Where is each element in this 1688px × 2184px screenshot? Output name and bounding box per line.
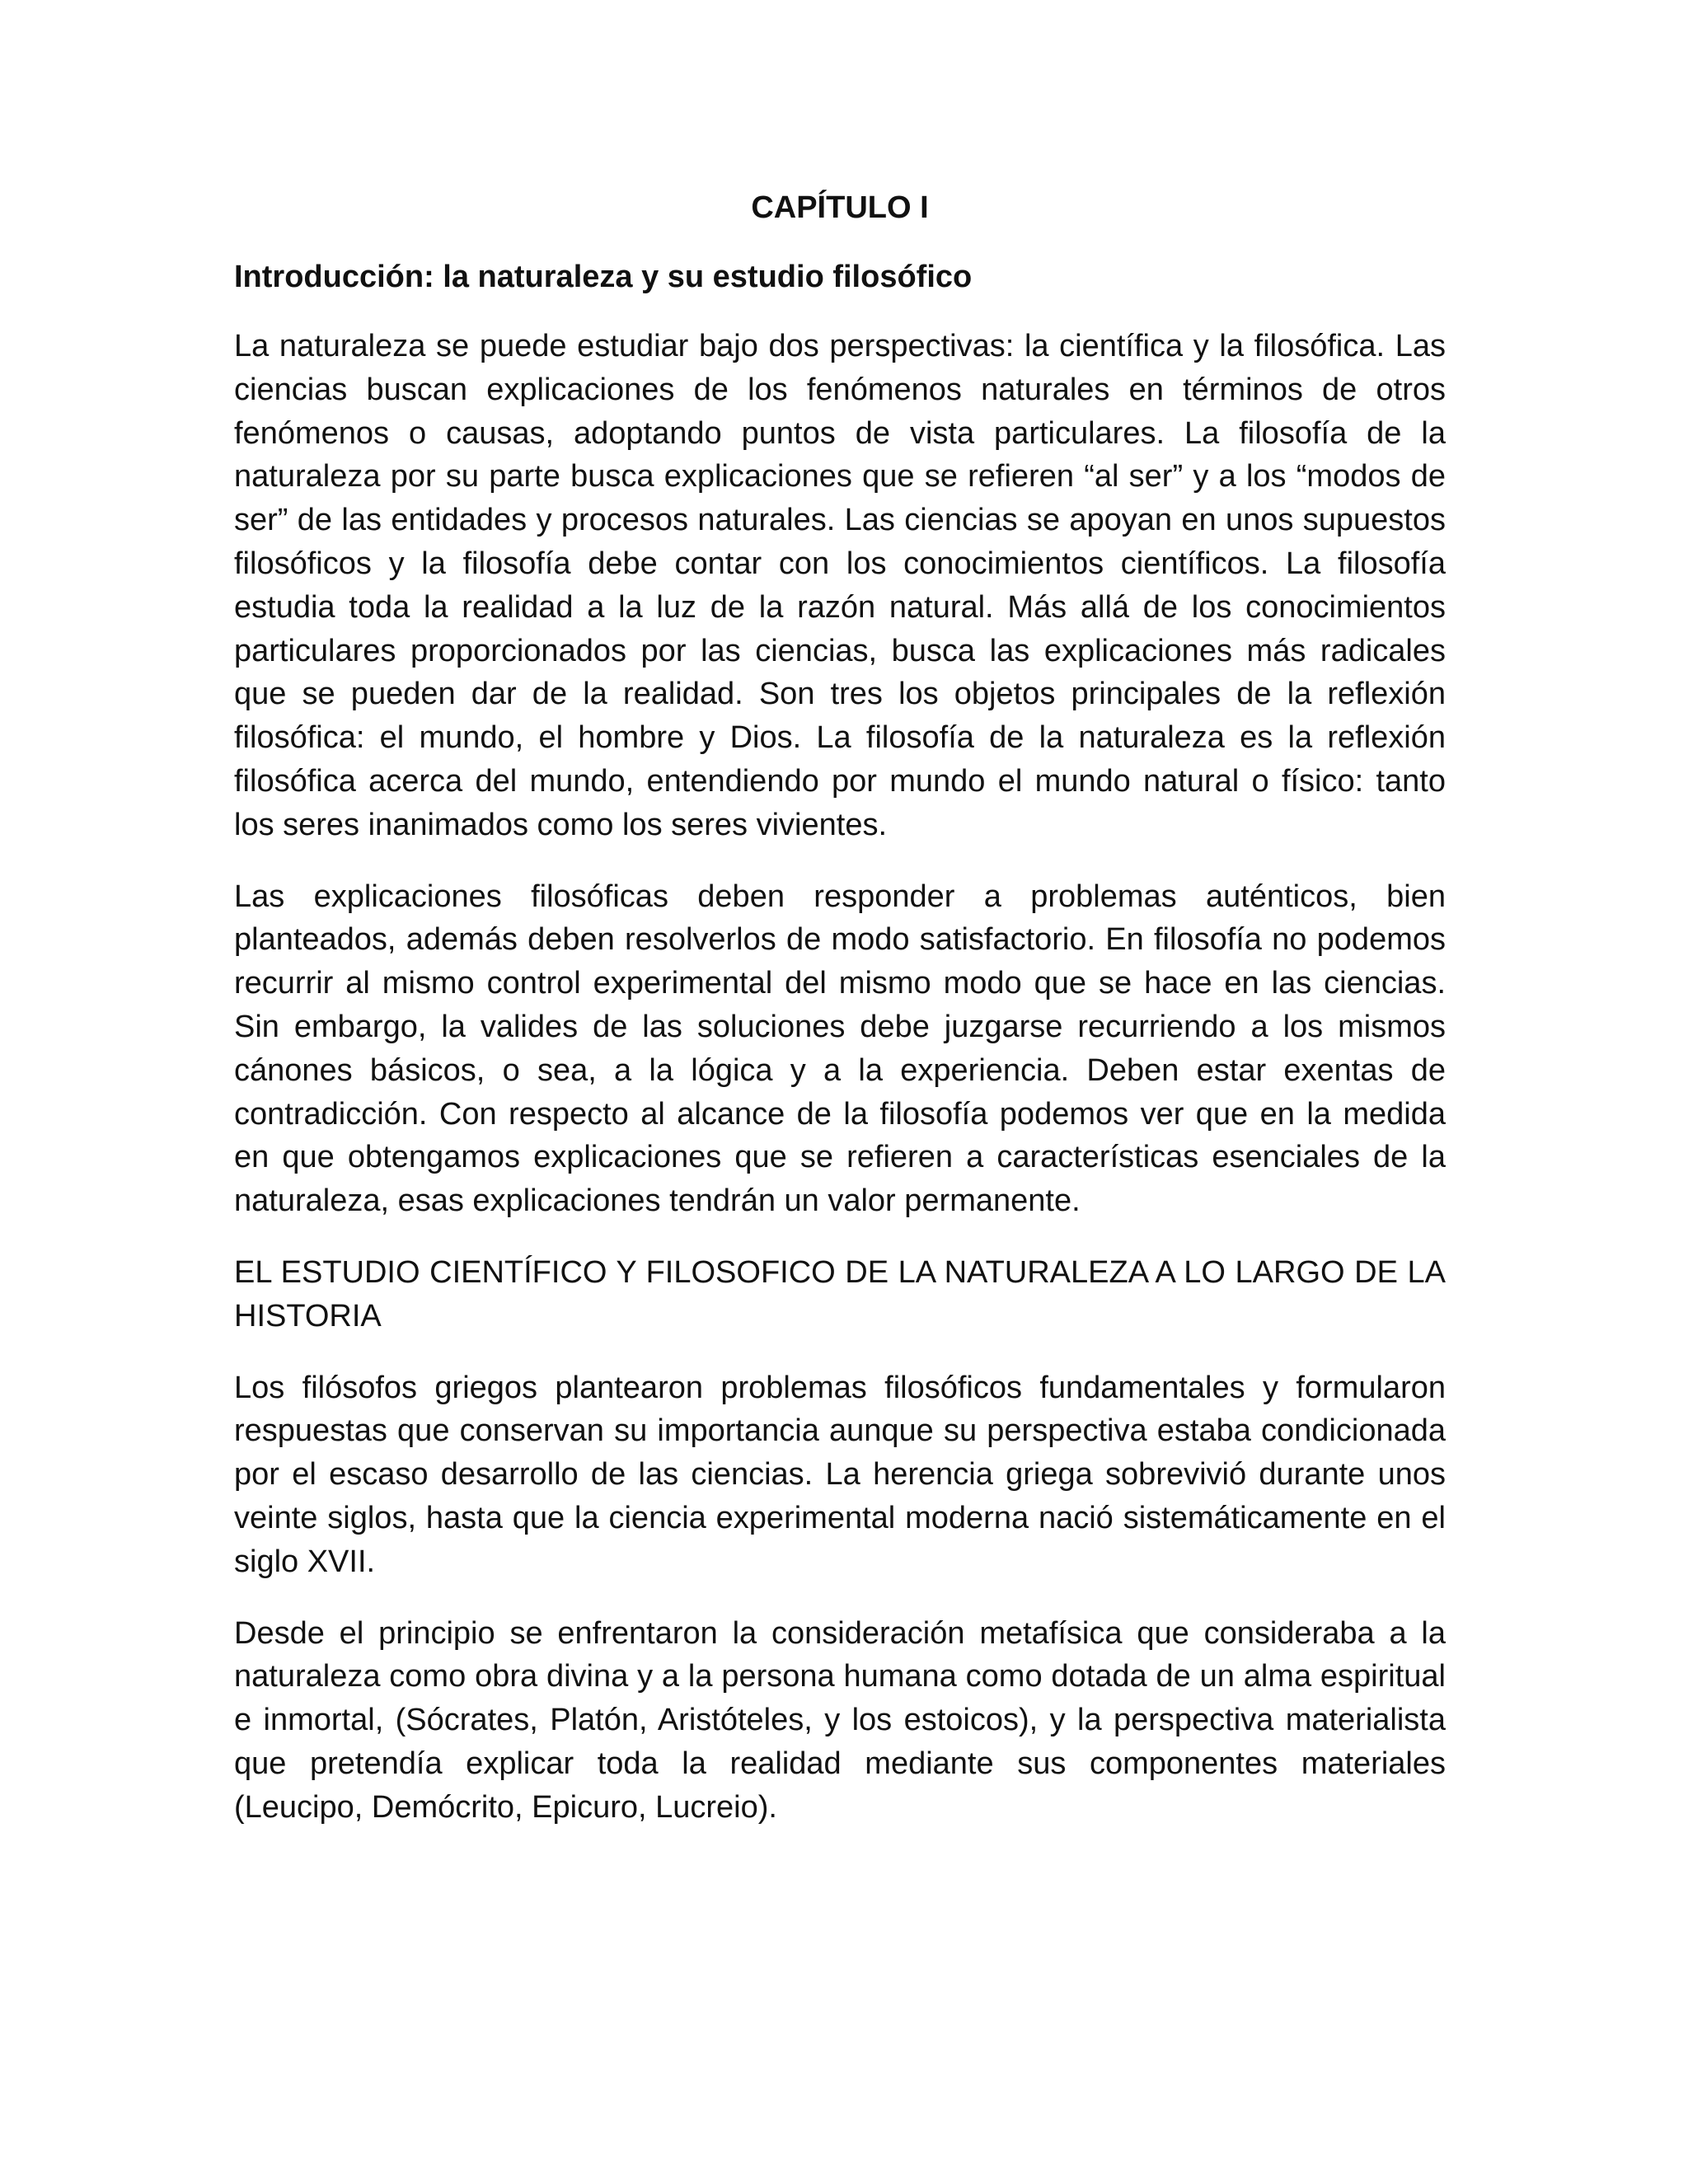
section-title: Introducción: la naturaleza y su estudio filosófico [234,260,973,294]
section-heading: EL ESTUDIO CIENTÍFICO Y FILOSOFICO DE LA NATURALEZA A LO LARGO DE LA HISTORIA [234,1254,1446,1333]
paragraph: Las explicaciones filosóficas deben responder a problemas auténticos, bien planteados, además deben resolverlos de modo satisfactorio. En filosofía no podemos recurrir al mismo control experimental del mismo modo que se hace en las ciencias. Sin embargo, la valides de las soluciones debe juzgarse recurriendo a los mismos cánones básicos, o sea, a la lógica y a la experiencia. Deben estar exentas de contradicción. Con respecto al alcance de la filosofía podemos ver que en la medida en que obtengamos explicaciones que se refieren a características esenciales de la naturaleza, esas explicaciones tendrán un valor permanente. [234,879,1446,1219]
paragraph: Desde el principio se enfrentaron la consideración metafísica que consideraba a la naturaleza como obra divina y a la persona humana como dotada de un alma espiritual e inmortal, (Sócrates, Platón, Aristóteles, y los estoicos), y la perspectiva materialista que pretendía explicar toda la realidad mediante sus componentes materiales (Leucipo, Demócrito, Epicuro, Lucreio). [234,1615,1446,1825]
chapter-title: CAPÍTULO I [751,190,929,225]
paragraph: Los filósofos griegos plantearon problemas filosóficos fundamentales y formularon respuestas que conservan su importancia aunque su perspectiva estaba condicionada por el escaso desarrollo de las ciencias. La herencia griega sobrevivió durante unos veinte siglos, hasta que la ciencia experimental moderna nació sistemáticamente en el siglo XVII. [234,1370,1446,1579]
paragraph: La naturaleza se puede estudiar bajo dos perspectivas: la científica y la filosófica. Las ciencias buscan explicaciones de los fenómenos naturales en términos de otros fenómenos o causas, adoptando puntos de vista particulares. La filosofía de la naturaleza por su parte busca explicaciones que se refieren “al ser” y a los “modos de ser” de las entidades y procesos naturales. Las ciencias se apoyan en unos supuestos filosóficos y la filosofía debe contar con los conocimientos científicos. La filosofía estudia toda la realidad a la luz de la razón natural. Más allá de los conocimientos particulares proporcionados por las ciencias, busca las explicaciones más radicales que se pueden dar de la realidad. Son tres los objetos principales de la reflexión filosófica: el mundo, el hombre y Dios. La filosofía de la naturaleza es la reflexión filosófica acerca del mundo, entendiendo por mundo el mundo natural o físico: tanto los seres inanimados como los seres vivientes. [234,329,1446,842]
page-content [234,188,1446,1858]
